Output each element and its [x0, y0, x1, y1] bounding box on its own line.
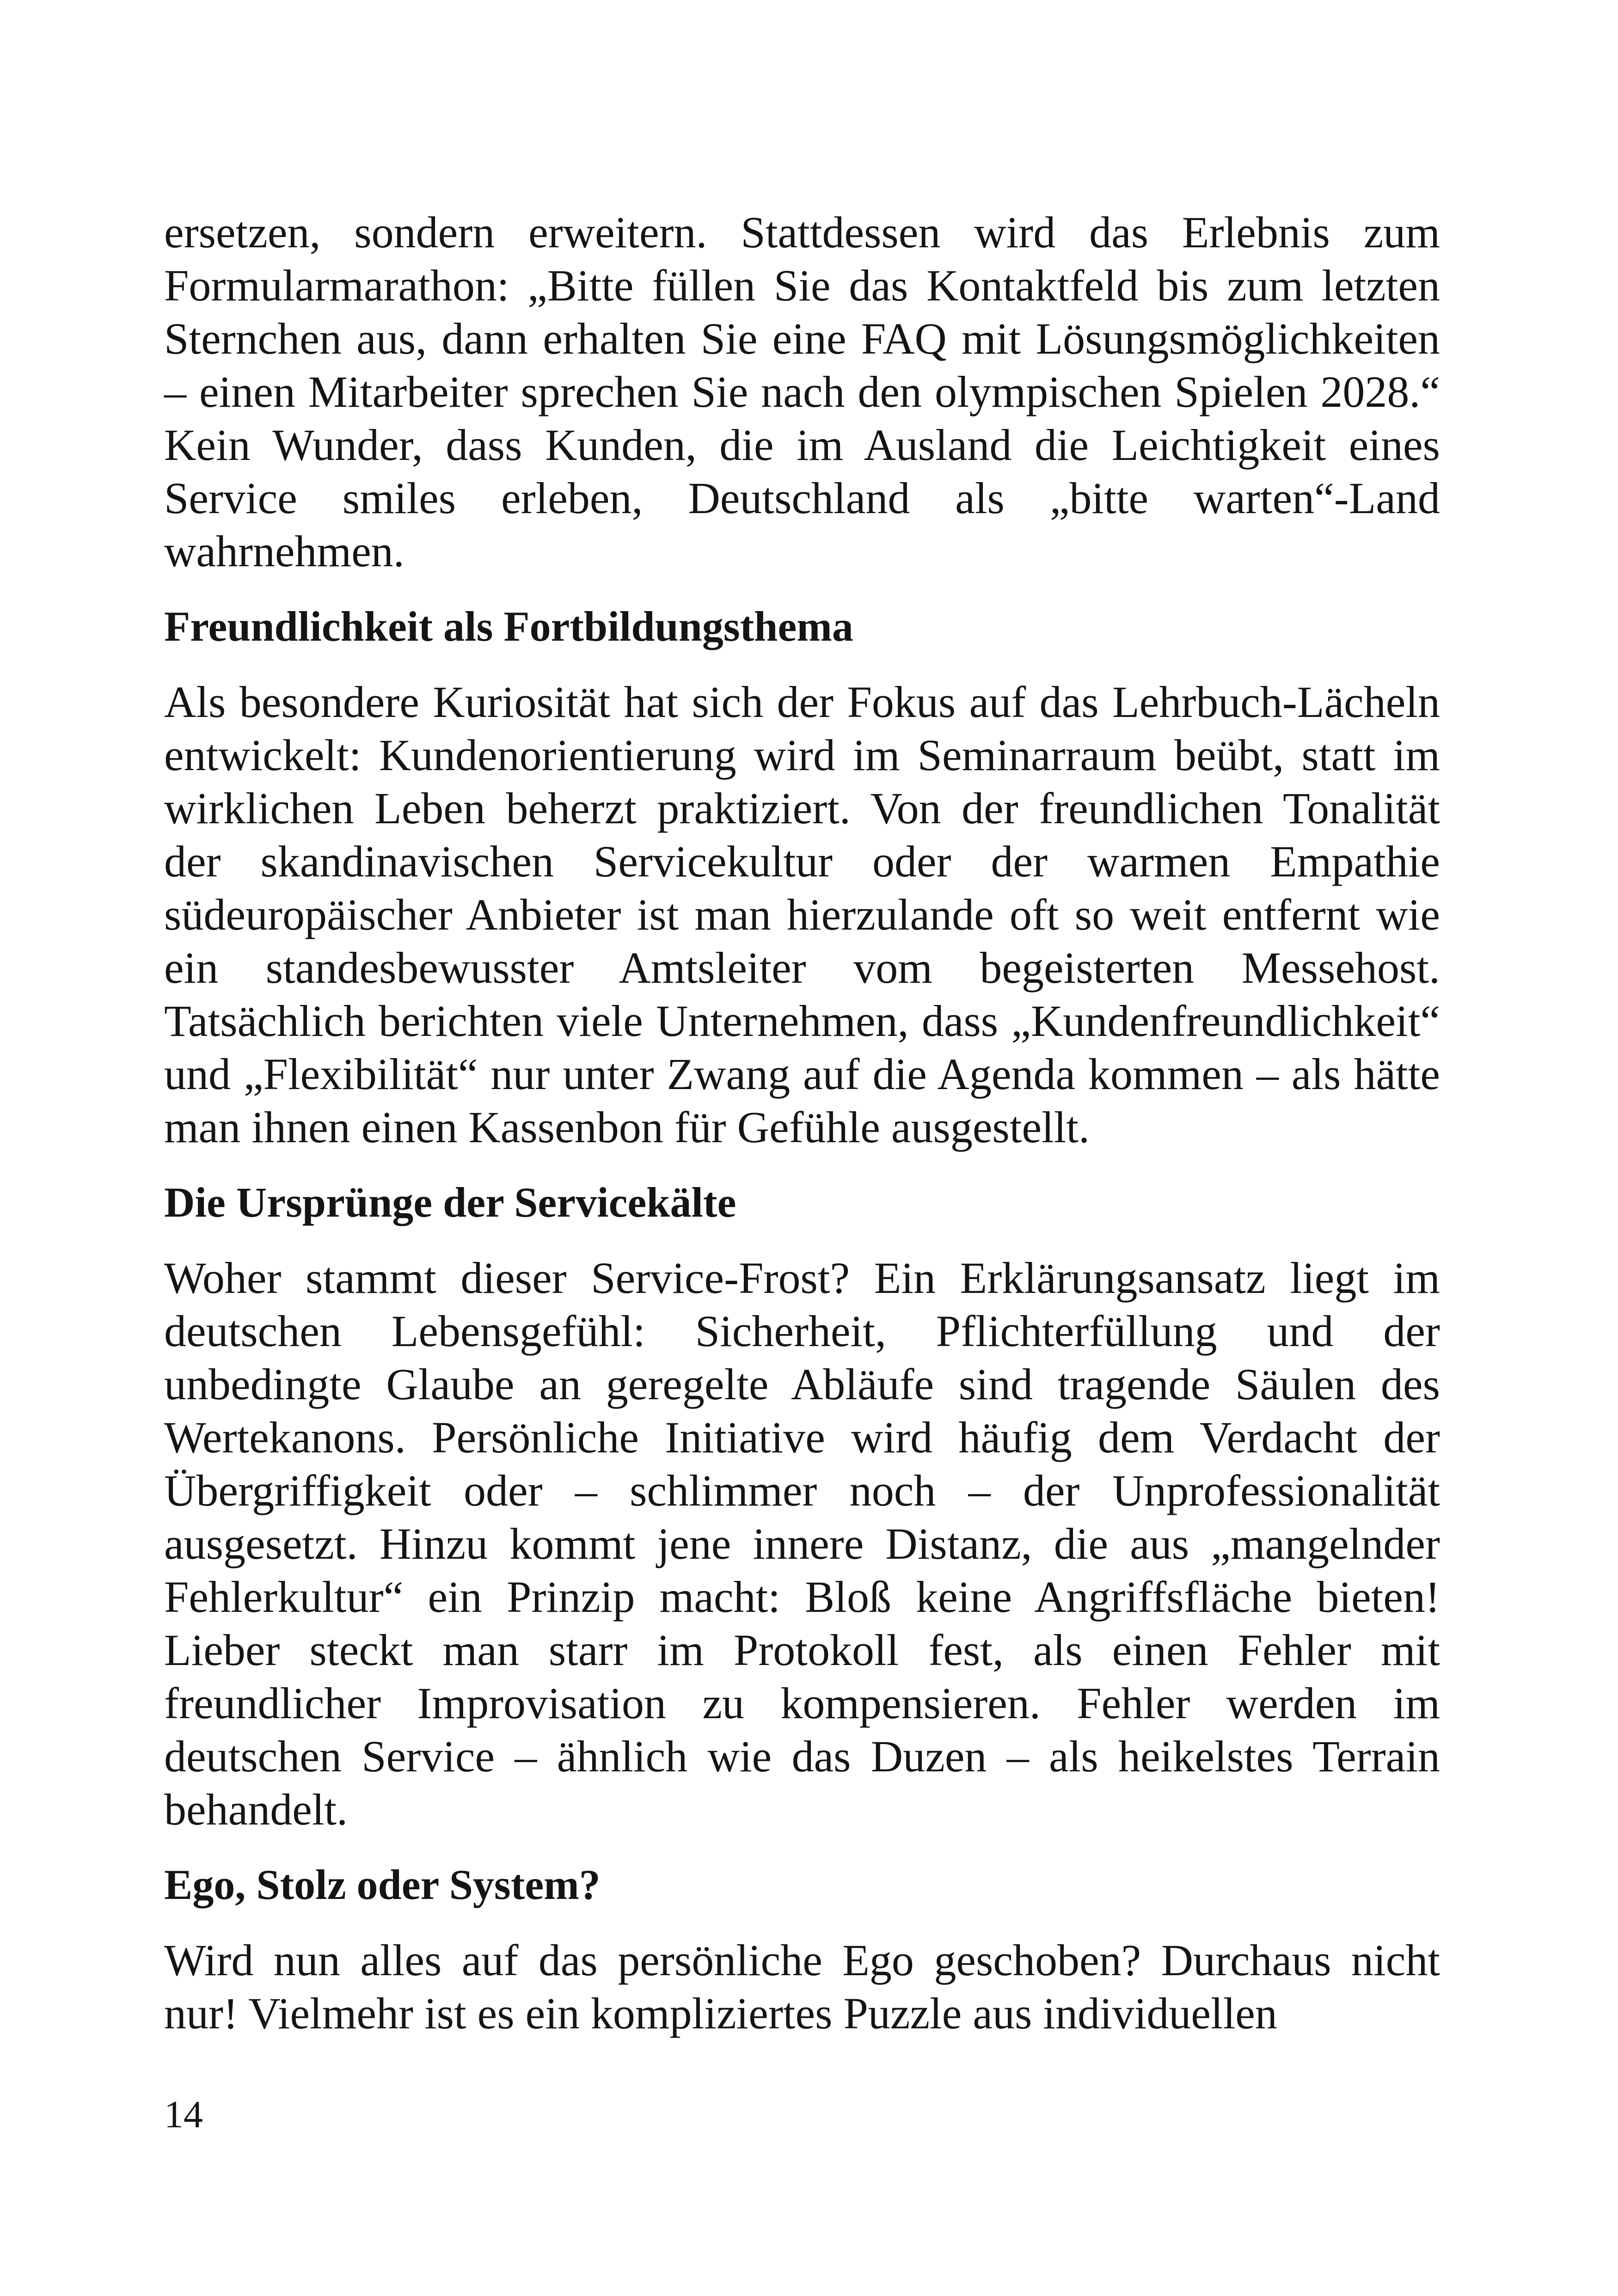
paragraph-urspruenge: Woher stammt dieser Service-Frost? Ein Erklärungsansatz liegt im deutschen Lebensgefühl: Sicherheit, Pflichterfüllung und der unbedingte Glaube an geregelte Abläufe sind tragende Säulen des Wertekanons. Persönliche Initiative wird häufig dem Verdacht der Übergriffigkeit oder – schlimmer noch – der Unprofessionalität ausgesetzt. Hinzu kommt jene innere Distanz, die aus „mangelnder Fehlerkultur“ ein Prinzip macht: Bloß keine Angriffsfläche bieten! Lieber steckt man starr im Protokoll fest, als einen Fehler mit freundlicher Improvisation zu kompensieren. Fehler werden im deutschen Service – ähnlich wie das Duzen – als heikelstes Terrain behandelt.	[164, 1253, 1440, 1834]
paragraph-ego: Wird nun alles auf das persönliche Ego geschoben? Durchaus nicht nur! Vielmehr ist es ein kompliziertes Puzzle aus individuellen	[164, 1935, 1440, 2038]
heading-freundlichkeit: Freundlichkeit als Fortbildungsthema	[164, 603, 853, 650]
heading-urspruenge: Die Ursprünge der Servicekälte	[164, 1179, 736, 1226]
heading-ego: Ego, Stolz oder System?	[164, 1861, 601, 1908]
paragraph-intro: ersetzen, sondern erweitern. Stattdessen wird das Erlebnis zum Formularmarathon: „Bitte füllen Sie das Kontaktfeld bis zum letzten Sternchen aus, dann erhalten Sie eine FAQ mit Lösungsmöglichkeiten – einen Mitarbeiter sprechen Sie nach den olympischen Spielen 2028.“ Kein Wunder, dass Kunden, die im Ausland die Leichtigkeit eines Service smiles erleben, Deutschland als „bitte warten“-Land wahrnehmen.	[164, 208, 1440, 576]
page-number: 14	[164, 2093, 203, 2136]
paragraph-freundlichkeit: Als besondere Kuriosität hat sich der Fokus auf das Lehrbuch-Lächeln entwickelt: Kundenorientierung wird im Seminarraum beübt, statt im wirklichen Leben beherzt praktiziert. Von der freundlichen Tonalität der skandinavischen Servicekultur oder der warmen Empathie südeuropäischer Anbieter ist man hierzulande oft so weit entfernt wie ein standesbewusster Amtsleiter vom begeisterten Messehost. Tatsächlich berichten viele Unternehmen, dass „Kundenfreundlichkeit“ und „Flexibilität“ nur unter Zwang auf die Agenda kommen – als hätte man ihnen einen Kassenbon für Gefühle ausgestellt.	[164, 677, 1440, 1152]
page-body	[164, 206, 1440, 2040]
